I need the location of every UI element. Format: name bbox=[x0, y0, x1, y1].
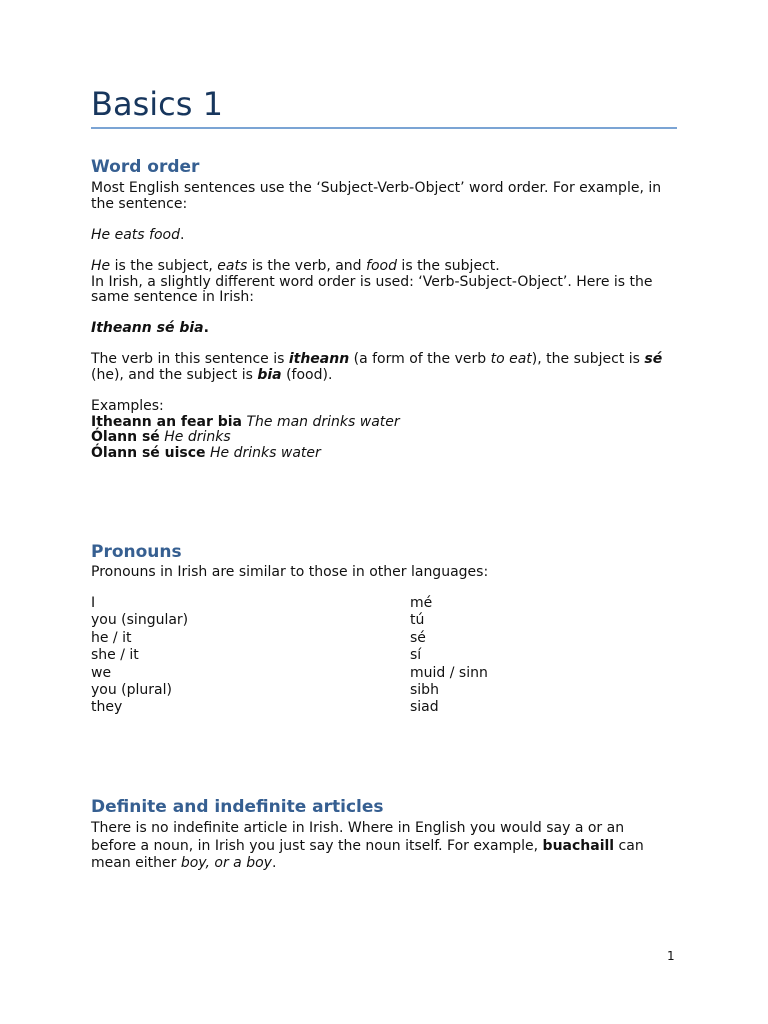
articles-line-3: mean either boy, or a boy. bbox=[91, 855, 277, 872]
pronoun-english: he / it bbox=[91, 630, 132, 646]
example-item: Itheann an fear bia The man drinks water bbox=[91, 413, 400, 430]
title-divider bbox=[91, 127, 677, 129]
verb-line-1: The verb in this sentence is itheann (a form of the verb to eat), the subject is sé bbox=[91, 351, 663, 367]
pronouns-intro-text: Pronouns in Irish are similar to those in other languages: bbox=[91, 564, 489, 580]
pronoun-english: she / it bbox=[91, 647, 139, 663]
intro-line-2: the sentence: bbox=[91, 195, 188, 212]
articles-line-2: before a noun, in Irish you just say the noun itself. For example, buachaill can bbox=[91, 837, 644, 854]
pronouns-intro bbox=[91, 565, 681, 581]
pronoun-english: you (plural) bbox=[91, 682, 172, 698]
pronoun-irish: siad bbox=[410, 699, 439, 715]
irish-example-text: Itheann sé bia bbox=[91, 320, 204, 336]
articles-paragraph bbox=[91, 820, 681, 873]
articles-line-1: There is no indefinite article in Irish. Where in English you would say a or an bbox=[91, 820, 625, 836]
verb-explanation bbox=[91, 352, 681, 383]
example-item: Ólann sé uisce He drinks water bbox=[91, 444, 321, 461]
explanation bbox=[91, 259, 681, 306]
page-number: 1 bbox=[667, 949, 675, 963]
explanation-line-2: In Irish, a slightly different word order is used: ‘Verb-Subject-Object’. Here is the bbox=[91, 273, 653, 290]
pronoun-irish: sibh bbox=[410, 682, 439, 698]
articles-heading: Definite and indefinite articles bbox=[91, 797, 384, 817]
pronoun-irish: sí bbox=[410, 647, 422, 663]
explanation-line-1: He is the subject, eats is the verb, and food is the subject. bbox=[91, 258, 500, 274]
verb-line-2: (he), and the subject is bia (food). bbox=[91, 366, 333, 383]
pronoun-english: I bbox=[91, 595, 96, 611]
word-order-intro bbox=[91, 181, 681, 212]
explanation-line-3: same sentence in Irish: bbox=[91, 289, 254, 306]
pronoun-english: we bbox=[91, 665, 112, 681]
intro-line-1: Most English sentences use the ‘Subject-Verb-Object’ word order. For example, in bbox=[91, 180, 662, 196]
pronoun-irish: tú bbox=[410, 612, 425, 628]
pronouns-heading: Pronouns bbox=[91, 542, 182, 562]
examples-block bbox=[91, 399, 681, 461]
pronoun-irish: sé bbox=[410, 630, 426, 646]
pronoun-irish: muid / sinn bbox=[410, 665, 488, 681]
pronoun-english: you (singular) bbox=[91, 612, 189, 628]
english-example: He eats food. bbox=[91, 227, 185, 243]
english-example-text: He eats food bbox=[91, 227, 180, 243]
page-title: Basics 1 bbox=[91, 85, 223, 123]
example-item: Ólann sé He drinks bbox=[91, 429, 231, 446]
irish-example: Itheann sé bia. bbox=[91, 320, 209, 336]
pronoun-irish: mé bbox=[410, 595, 433, 611]
examples-label: Examples: bbox=[91, 398, 164, 414]
pronoun-english: they bbox=[91, 699, 123, 715]
word-order-heading: Word order bbox=[91, 157, 200, 177]
